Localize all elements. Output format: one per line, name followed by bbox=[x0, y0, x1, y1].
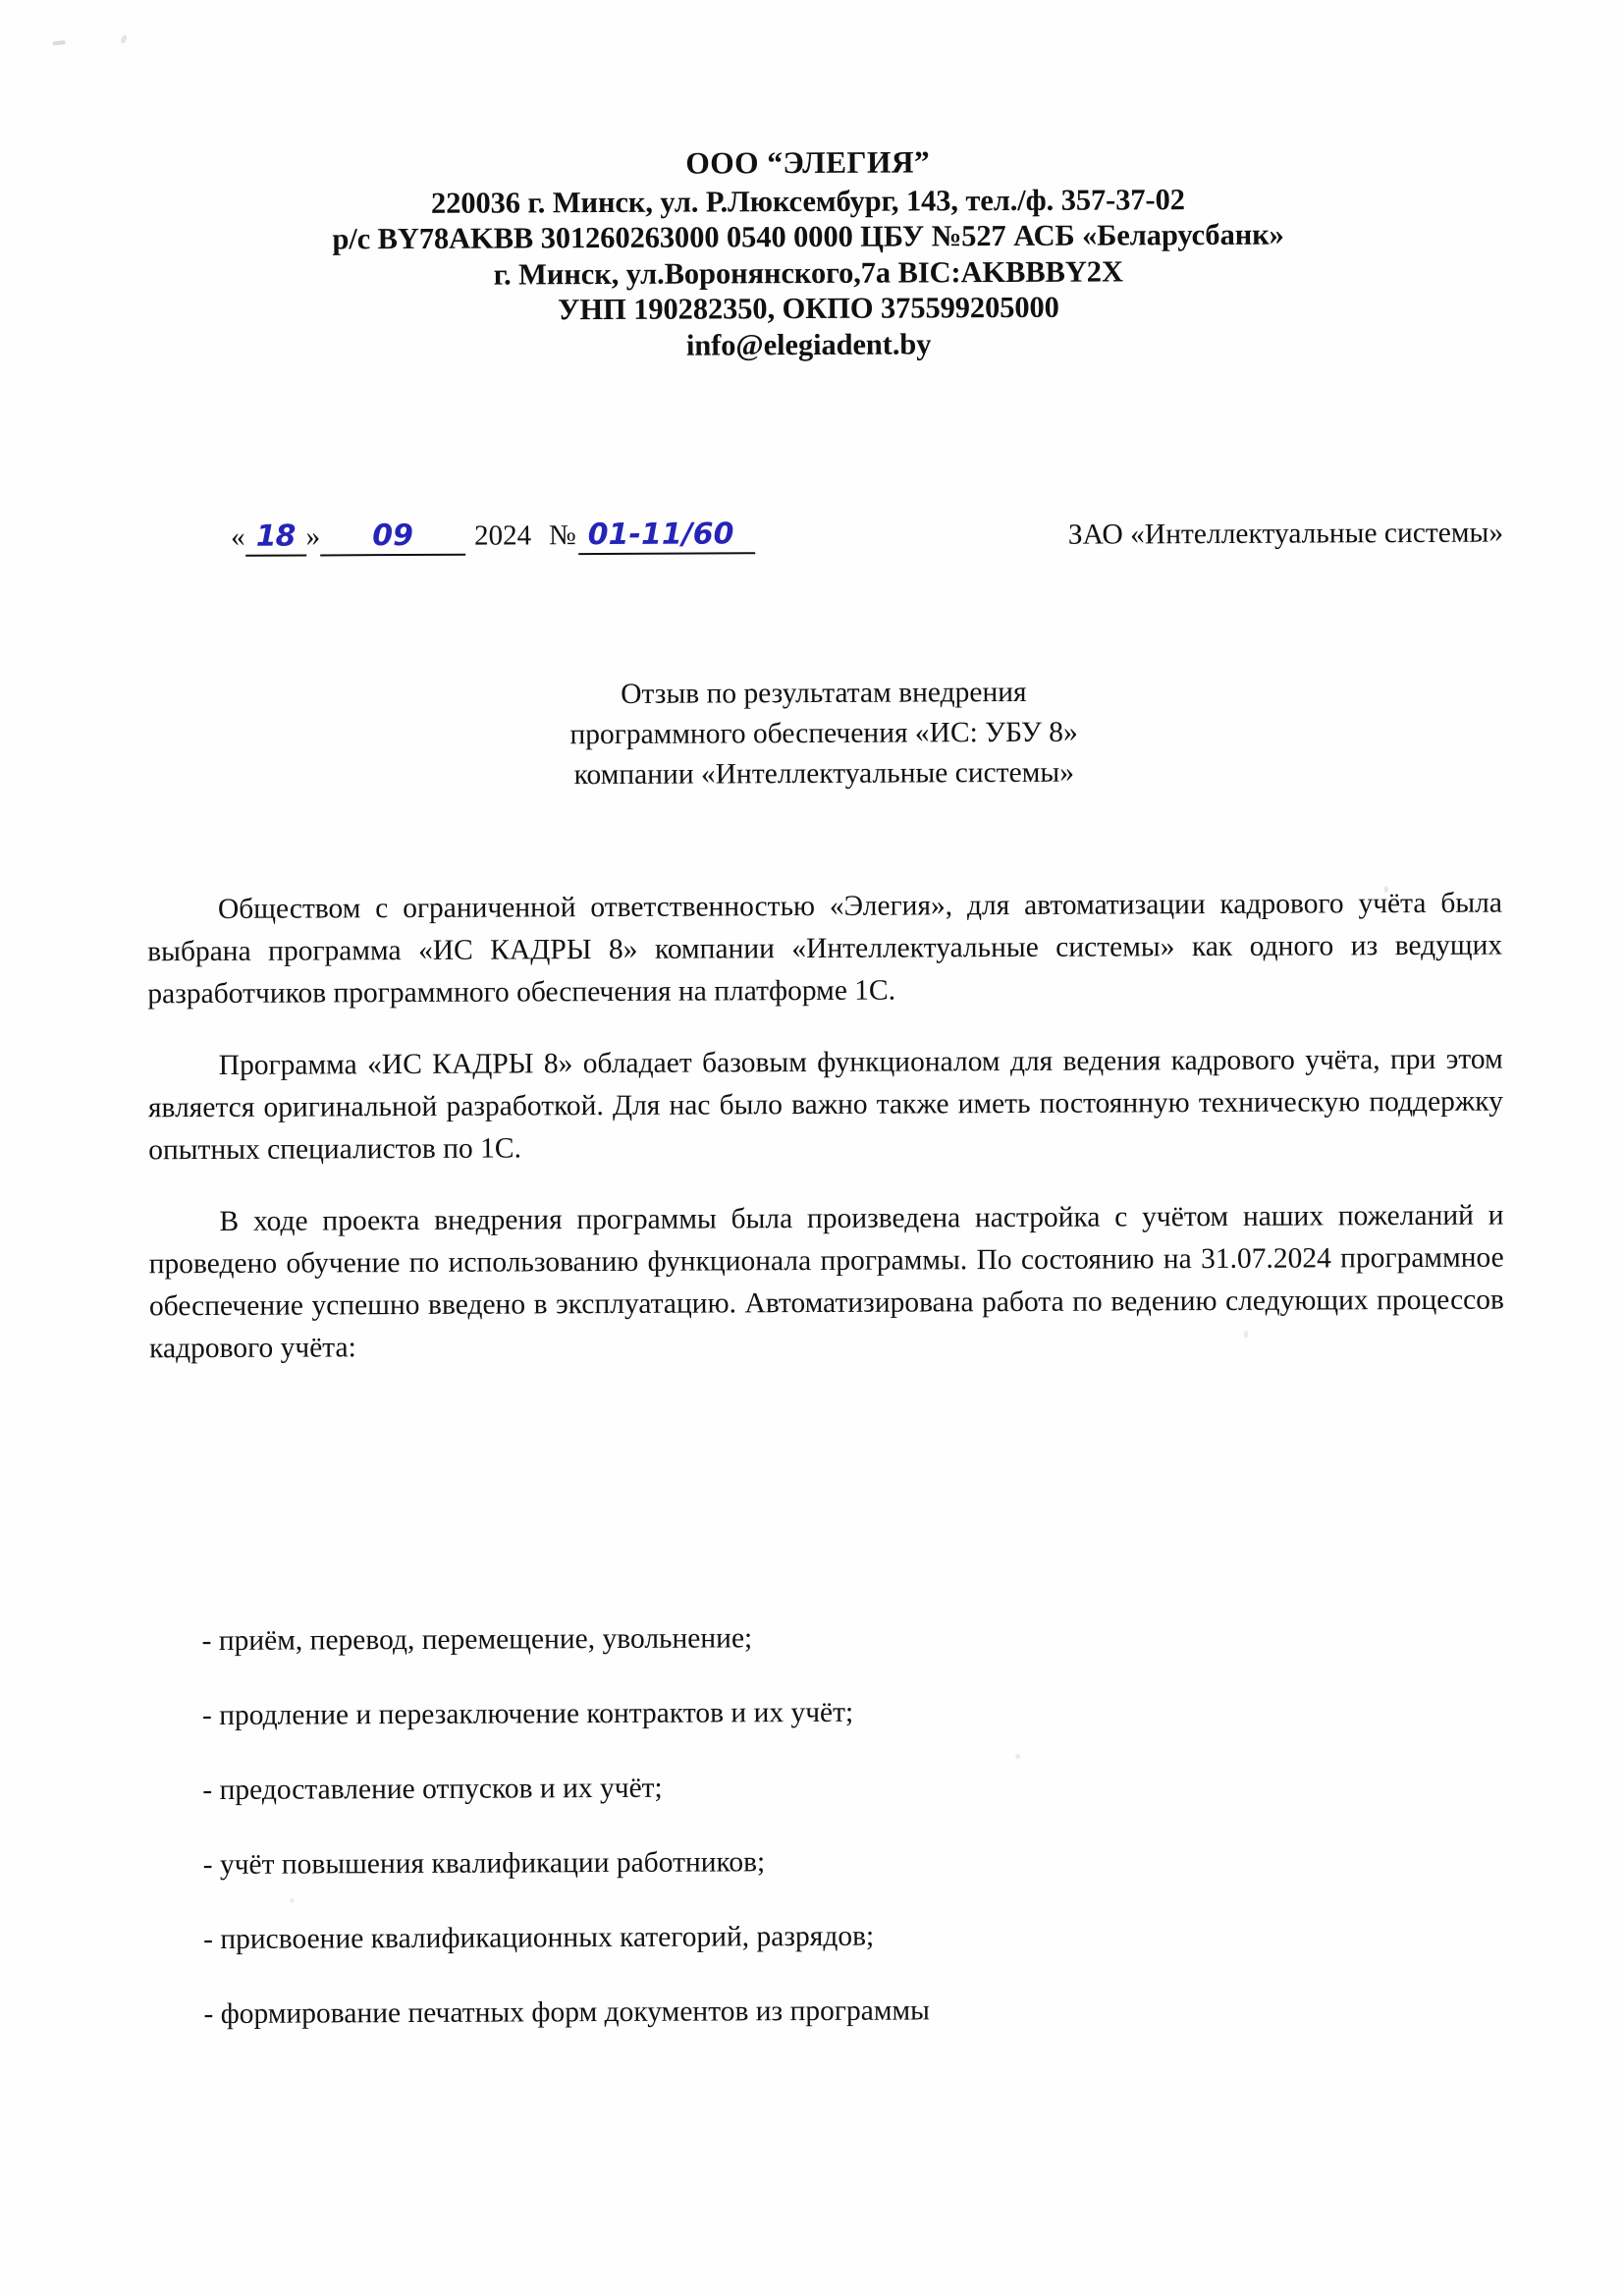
body-paragraph-1: Обществом с ограниченной ответственностью «Элегия», для автоматизации кадрового учёта была выбрана программа «ИС КАДРЫ 8» компании «Интеллектуальные системы» как одного из ведущих разработчиков программного обеспечения на платформе 1С. bbox=[147, 887, 1503, 1011]
body-paragraph-3: В ходе проекта внедрения программы была произведена настройка с учётом наших пожеланий и проведено обучение по использованию функционала программы. По состоянию на 31.07.2024 программное обеспечение успешно введено в эксплуатацию. Автоматизирована работа по ведению следующих процессов кадрового учёта: bbox=[148, 1199, 1504, 1365]
letterhead-address: 220036 г. Минск, ул. Р.Люксембург, 143, тел./ф. 357-37-02 bbox=[430, 182, 1185, 220]
subject-line-1: Отзыв по результатам внедрения bbox=[621, 676, 1027, 710]
process-list bbox=[201, 1615, 1509, 2034]
letterhead-bank-address: г. Минск, ул.Воронянского,7а BIC:AKBBBY2X bbox=[493, 253, 1123, 292]
list-item: - продление и перезаключение контрактов и их учёт; bbox=[201, 1696, 854, 1732]
letterhead-bank-account: р/с BY78AKBB 301260263000 0540 0000 ЦБУ №527 АСБ «Беларусбанк» bbox=[332, 217, 1284, 256]
reference-row bbox=[145, 516, 1503, 581]
number-sign-icon: № bbox=[549, 519, 576, 552]
body-paragraph-2: Программа «ИС КАДРЫ 8» обладает базовым функционалом для ведения кадрового учёта, при этом является оригинальной разработкой. Для нас было важно также иметь постоянную техническую поддержку опытных специалистов по 1С. bbox=[147, 1043, 1503, 1167]
letter-body bbox=[147, 883, 1504, 1371]
scan-speckle bbox=[120, 34, 128, 44]
subject-line-2: программного обеспечения «ИС: УБУ 8» bbox=[569, 716, 1078, 751]
document-number-field[interactable]: 01-11/60 bbox=[578, 519, 755, 555]
date-and-number-block bbox=[231, 519, 755, 557]
addressee: ЗАО «Интеллектуальные системы» bbox=[1067, 517, 1504, 551]
list-item: - формирование печатных форм документов из программы bbox=[203, 1995, 931, 2031]
list-item: - предоставление отпусков и их учёт; bbox=[202, 1772, 663, 1807]
letterhead-registration: УНП 190282350, ОКПО 375599205000 bbox=[558, 290, 1059, 327]
letterhead-email: info@elegiadent.by bbox=[685, 326, 932, 362]
letterhead-organization: ООО “ЭЛЕГИЯ” bbox=[685, 144, 931, 181]
list-item: - приём, перевод, перемещение, увольнение; bbox=[201, 1622, 753, 1658]
date-month-field[interactable]: 09 bbox=[320, 521, 465, 557]
date-year: 2024 bbox=[474, 519, 532, 552]
subject-title bbox=[146, 671, 1502, 798]
list-item: - учёт повышения квалификации работников; bbox=[202, 1846, 766, 1882]
subject-line-3: компании «Интеллектуальные системы» bbox=[573, 756, 1074, 792]
scan-speckle bbox=[52, 40, 65, 45]
date-day-field[interactable]: 18 bbox=[245, 522, 306, 557]
list-item: - присвоение квалификационных категорий, разрядов; bbox=[202, 1920, 875, 1956]
quote-close: » bbox=[305, 520, 321, 553]
letterhead bbox=[0, 141, 1620, 366]
quote-open: « bbox=[231, 520, 245, 553]
